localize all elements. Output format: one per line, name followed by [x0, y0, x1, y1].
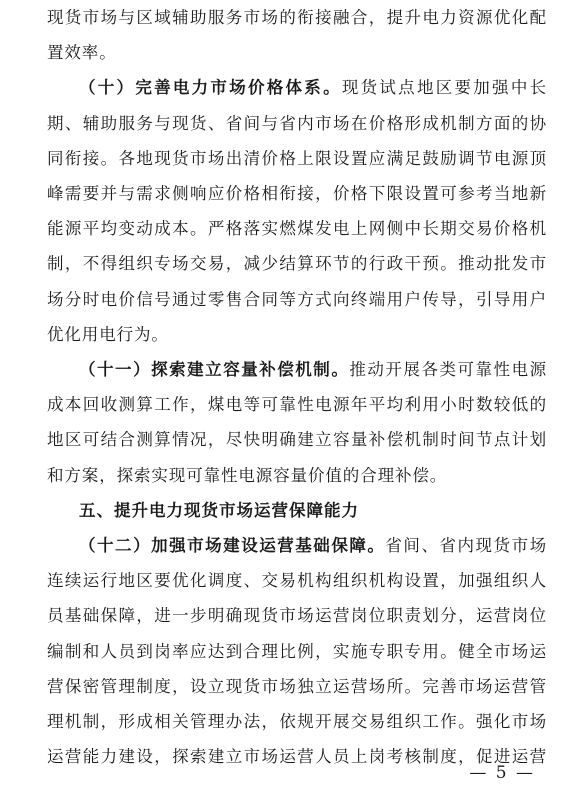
text-line-13: 地区可结合测算情况，尽快明确建立容量补偿机制时间节点计划: [47, 430, 547, 450]
page-number: — 5 —: [469, 763, 535, 783]
section-12-heading: （十二）加强市场建设运营基础保障。: [79, 536, 386, 555]
text-line-20: 营保密管理制度，设立现货市场独立运营场所。完善市场运营管: [47, 676, 547, 696]
text-line-10: 优化用电行为。: [47, 324, 169, 344]
text-line-19: 编制和人员到岗率应达到合理比例，实施专职专用。健全市场运: [47, 641, 547, 661]
text-line-1: 现货市场与区域辅助服务市场的衔接融合，提升电力资源优化配: [47, 8, 547, 27]
section-11-line-1: （十一）探索建立容量补偿机制。推动开展各类可靠性电源: [79, 360, 547, 379]
text-line-22: 运营能力建设，探索建立市场运营人员上岗考核制度，促进运营: [47, 747, 547, 767]
text-line-4: 期、辅助服务与现货、省间与省内市场在价格形成机制方面的协: [47, 113, 547, 133]
text-line-17: 连续运行地区要优化调度、交易机构组织机构设置，加强组织人: [47, 571, 547, 591]
text-line-21: 理机制，形成相关管理办法，依规开展交易组织工作。强化市场: [47, 712, 547, 731]
chapter-5-heading: 五、提升电力现货市场运营保障能力: [79, 500, 359, 520]
section-10-line-1: （十）完善电力市场价格体系。现货试点地区要加强中长: [79, 78, 547, 98]
section-11-heading: （十一）探索建立容量补偿机制。: [79, 360, 350, 379]
section-12-line-1: （十二）加强市场建设运营基础保障。省间、省内现货市场: [79, 536, 547, 555]
text-line-14: 和方案，探索实现可靠性电源容量价值的合理补偿。: [47, 465, 448, 485]
text-line-8: 制，不得组织专场交易，减少结算环节的行政干预。推动批发市: [47, 254, 547, 274]
text-line-6: 峰需要并与需求侧响应价格相衔接，价格下限设置可参考当地新: [47, 184, 547, 203]
text-line-18: 员基础保障，进一步明确现货市场运营岗位职责划分，运营岗位: [47, 606, 547, 626]
text-line-7: 能源平均变动成本。严格落实燃煤发电上网侧中长期交易价格机: [47, 219, 547, 239]
text-line-2: 置效率。: [47, 43, 117, 63]
text-line-9: 场分时电价信号通过零售合同等方式向终端用户传导，引导用户: [47, 289, 547, 309]
text-line-12: 成本回收测算工作，煤电等可靠性电源年平均利用小时数较低的: [47, 395, 547, 415]
text-line-5: 同衔接。各地现货市场出清价格上限设置应满足鼓励调节电源顶: [47, 148, 547, 168]
section-10-heading: （十）完善电力市场价格体系。: [79, 78, 342, 98]
